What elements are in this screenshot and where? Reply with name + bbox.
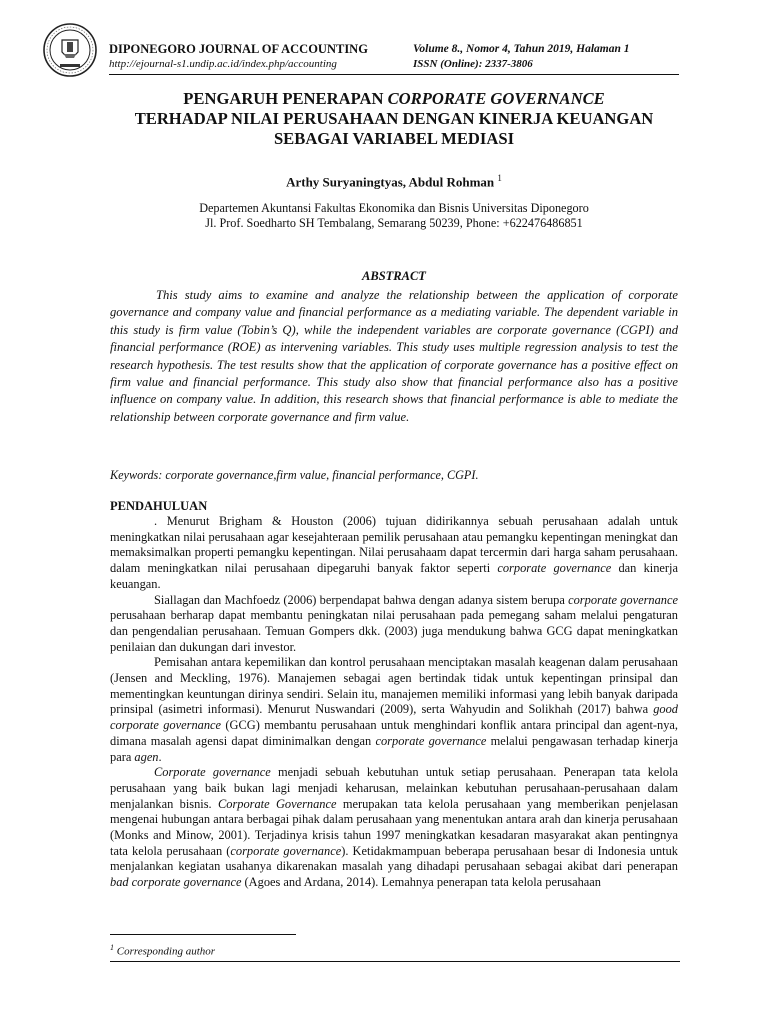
page-bottom-divider: [110, 961, 680, 962]
keywords: Keywords: corporate governance,firm value, financial performance, CGPI.: [110, 468, 479, 482]
italic-term: agen: [134, 749, 159, 764]
footnote-mark: 1: [110, 943, 114, 952]
text-run: menjadi sebuah kebutuhan untuk setiap perusahaan. Penerapan tata kelola perusahaan yang baik bukan lagi menjadi keharusan, melainkan kebutuhan perusahaan-perusahaan dalam menjalankan bisnis.: [110, 765, 679, 811]
journal-header-right: [413, 42, 693, 71]
text-run: (Agoes and Ardana, 2014). Lemahnya penerapan tata kelola perusahaan: [241, 875, 601, 890]
affiliation-line-2: Jl. Prof. Soedharto SH Tembalang, Semarang 50239, Phone: +622476486851: [205, 216, 583, 230]
text-run: . Menurut Brigham & Houston (2006) tujuan didirikannya sebuah perusahaan adalah untuk meningkatkan nilai perusahaan agar kesejahteraan pemilik perusahaan atau pemangku kepentingan meningkat dan memaksimalkan properti pemangku kepentingan. Nilai perusahaam dapat tercermin dari harga saham perusahaan. dalam meningkatkan nilai perusahaan dipegaruhi banyak faktor seperti: [110, 514, 678, 576]
text-run: .: [158, 749, 162, 764]
text-run: perusahaan berharap dapat membantu peningkatan nilai perusahaan pada pemegang saham melalui pengaturan dan pengendalian perusahaan. Temuan Gompers dkk. (2003) juga mendukung bahwa GCG dapat meningkatkan penilaian dan dukungan dari investor.: [110, 608, 678, 654]
text-run: melalui pengawasan terhadap kinerja para: [110, 733, 679, 764]
paragraph-3: [110, 655, 678, 765]
italic-term: corporate governance: [568, 592, 678, 607]
journal-url[interactable]: http://ejournal-s1.undip.ac.id/index.php/accounting: [109, 58, 337, 70]
author-footnote-mark[interactable]: 1: [497, 173, 502, 183]
text-run: merupakan tata kelola perusahaan yang memberikan penjelasan mengenai hubungan antara berbagai pihak dalam perusahaan yang menentukan antara arah dan kinerja perusahaan (Monks and Minow, 2001). Terjadinya krisis tahun 1997 meningkatkan kesadaran masyarakat akan pentingnya tata kelola perusahaan (: [110, 796, 679, 858]
italic-term: Corporate governance: [154, 765, 271, 780]
italic-term: corporate governance: [230, 843, 342, 858]
text-run: ). Ketidakmampuan beberapa perusahaan besar di Indonesia untuk menjalankan kegiatan usahanya dikarenakan masalah yang dihadapi perusahaan sebagai akibat dari penerapan: [110, 843, 679, 874]
italic-term: corporate governance: [497, 561, 612, 576]
italic-term: corporate governance: [375, 733, 487, 748]
university-seal-icon: [40, 22, 100, 78]
journal-name: DIPONEGORO JOURNAL OF ACCOUNTING: [109, 42, 368, 56]
paper-title: [110, 89, 678, 149]
title-line-3: SEBAGAI VARIABEL MEDIASI: [273, 129, 515, 148]
italic-term: Corporate Governance: [217, 796, 337, 811]
author-names: Arthy Suryaningtyas, Abdul Rohman: [286, 174, 495, 190]
title-line-1: [110, 89, 678, 109]
paragraph-4: [110, 765, 678, 891]
author-affiliation: [110, 201, 678, 231]
paragraph-2: [110, 593, 678, 656]
title-line-2: TERHADAP NILAI PERUSAHAAN DENGAN KINERJA KEUANGAN: [134, 109, 654, 128]
body-text: [110, 514, 678, 891]
paper-authors: [110, 170, 678, 190]
footnote: [110, 941, 215, 959]
footnote-text: Corresponding author: [114, 945, 216, 958]
title-line-1-plain: PENGARUH PENERAPAN: [183, 89, 388, 108]
issn-info: ISSN (Online): 2337-3806: [413, 58, 533, 70]
title-line-1-italic: CORPORATE GOVERNANCE: [387, 89, 605, 108]
paragraph-1: [110, 514, 678, 593]
section-heading: PENDAHULUAN: [110, 499, 208, 513]
italic-term: bad corporate governance: [110, 875, 242, 890]
text-run: Pemisahan antara kepemilikan dan kontrol perusahaan menciptakan masalah keagenan dalam perusahaan (Jensen and Meckling, 1976). Manajemen sebagai agen bertindak tidak untuk kepentingan prinsipal dan mementingkan keuntungan dirinya sendiri. Selain itu, manajemen memiliki informasi yang lebih banyak daripada prinsipal (asimetri informasi). Menurut Nuswandari (2009), serta Wahyudin and Solikhah (2017) bahwa: [110, 655, 678, 717]
journal-header-left: [109, 42, 399, 71]
volume-info: Volume 8., Nomor 4, Tahun 2019, Halaman 1: [413, 43, 630, 55]
abstract-heading: ABSTRACT: [362, 269, 426, 283]
text-run: Siallagan dan Machfoedz (2006) berpendapat bahwa dengan adanya sistem berupa: [154, 592, 569, 607]
footnote-divider: [110, 934, 296, 935]
header-divider: [109, 74, 679, 75]
italic-term: good corporate governance: [110, 702, 678, 733]
abstract-text: This study aims to examine and analyze the relationship between the application of corporate governance and company value and financial performance as a mediating variable. The dependent variable in this study is firm value (Tobin’s Q), while the independent variables are corporate governance (CGPI) and financial performance (ROE) as intervening variables. This study uses multiple regression analysis to test the research hypothesis. The test results show that the application of corporate governance has a positive effect on firm value and financial performance. This study also show that financial performance also has a positive influence on company value. In addition, this research shows that financial performance is able to mediate the relationship between corporate governance and firm value.: [110, 288, 678, 424]
affiliation-line-1: Departemen Akuntansi Fakultas Ekonomika dan Bisnis Universitas Diponegoro: [199, 201, 589, 215]
text-run: dan kinerja keuangan.: [110, 561, 678, 591]
text-run: (GCG) membantu perusahaan untuk menghindari konflik antara principal dan agent-nya, dimana masalah agensi dapat diminimalkan dengan: [110, 718, 679, 748]
